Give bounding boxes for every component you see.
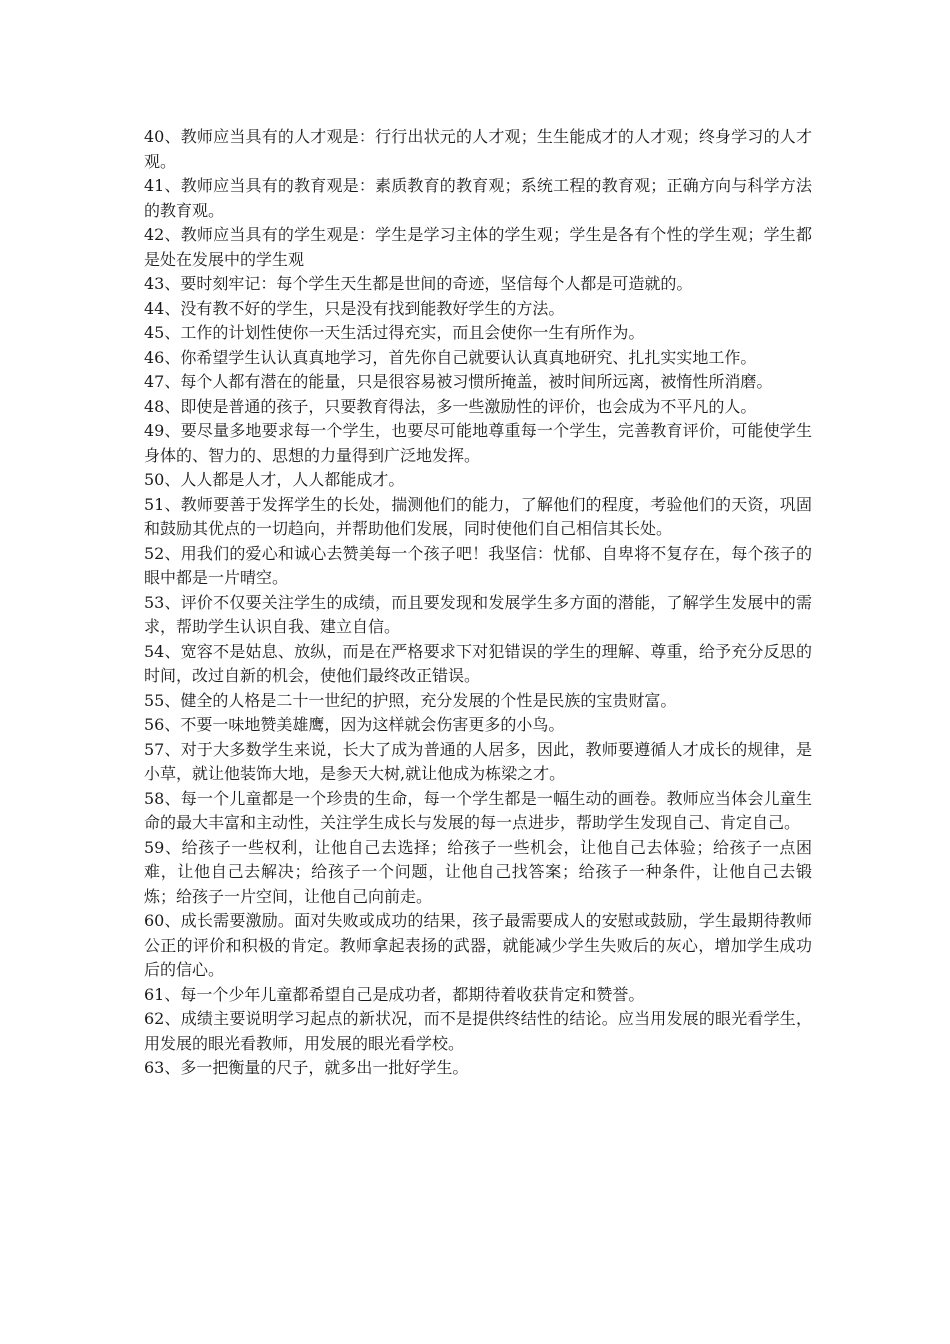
paragraph-59: 59、给孩子一些权利，让他自己去选择；给孩子一些机会，让他自己去体验；给孩子一点困难，让他自己去解决；给孩子一个问题，让他自己找答案；给孩子一种条件，让他自己去锻炼；给孩子一片空间，让他自己向前走。 (144, 837, 812, 906)
paragraph-56: 56、不要一味地赞美雄鹰，因为这样就会伤害更多的小鸟。 (144, 715, 565, 734)
paragraph-40: 40、教师应当具有的人才观是：行行出状元的人才观；生生能成才的人才观；终身学习的人才观。 (144, 127, 812, 171)
paragraph-50: 50、人人都是人才，人人都能成才。 (144, 470, 405, 489)
document-body (144, 125, 812, 1081)
paragraph-45: 45、工作的计划性使你一天生活过得充实，而且会使你一生有所作为。 (144, 323, 645, 342)
paragraph-41: 41、教师应当具有的教育观是：素质教育的教育观；系统工程的教育观；正确方向与科学方法的教育观。 (144, 176, 812, 220)
paragraph-54: 54、宽容不是姑息、放纵，而是在严格要求下对犯错误的学生的理解、尊重，给予充分反思的时间，改过自新的机会，使他们最终改正错误。 (144, 641, 812, 685)
paragraph-62: 62、成绩主要说明学习起点的新状况，而不是提供终结性的结论。应当用发展的眼光看学生，用发展的眼光看教师，用发展的眼光看学校。 (144, 1009, 812, 1053)
paragraph-47: 47、每个人都有潜在的能量，只是很容易被习惯所掩盖，被时间所远离，被惰性所消磨。 (144, 372, 773, 391)
paragraph-43: 43、要时刻牢记：每个学生天生都是世间的奇迹，坚信每个人都是可造就的。 (144, 274, 693, 293)
paragraph-57: 57、对于大多数学生来说，长大了成为普通的人居多，因此，教师要遵循人才成长的规律，是小草，就让他装饰大地，是参天大树,就让他成为栋梁之才。 (144, 739, 812, 783)
paragraph-44: 44、没有教不好的学生，只是没有找到能教好学生的方法。 (144, 298, 565, 318)
paragraph-63: 63、多一把衡量的尺子，就多出一批好学生。 (144, 1058, 469, 1077)
paragraph-42: 42、教师应当具有的学生观是：学生是学习主体的学生观；学生是各有个性的学生观；学生都是处在发展中的学生观 (144, 225, 812, 269)
paragraph-52: 52、用我们的爱心和诚心去赞美每一个孩子吧！我坚信：忧郁、自卑将不复存在，每个孩子的眼中都是一片晴空。 (144, 543, 812, 587)
paragraph-53: 53、评价不仅要关注学生的成绩，而且要发现和发展学生多方面的潜能，了解学生发展中的需求，帮助学生认识自我、建立自信。 (144, 592, 812, 636)
paragraph-58: 58、每一个儿童都是一个珍贵的生命，每一个学生都是一幅生动的画卷。教师应当体会儿童生命的最大丰富和主动性，关注学生成长与发展的每一点进步，帮助学生发现自己、肯定自己。 (144, 788, 812, 832)
paragraph-60: 60、成长需要激励。面对失败或成功的结果，孩子最需要成人的安慰或鼓励，学生最期待教师公正的评价和积极的肯定。教师拿起表扬的武器，就能减少学生失败后的灰心，增加学生成功后的信心。 (144, 911, 812, 979)
paragraph-49: 49、要尽量多地要求每一个学生，也要尽可能地尊重每一个学生，完善教育评价，可能使学生身体的、智力的、思想的力量得到广泛地发挥。 (144, 421, 812, 465)
paragraph-55: 55、健全的人格是二十一世纪的护照，充分发展的个性是民族的宝贵财富。 (144, 690, 677, 710)
paragraph-48: 48、即使是普通的孩子，只要教育得法，多一些激励性的评价，也会成为不平凡的人。 (144, 396, 757, 416)
paragraph-51: 51、教师要善于发挥学生的长处，揣测他们的能力，了解他们的程度，考验他们的天资，巩固和鼓励其优点的一切趋向，并帮助他们发展，同时使他们自己相信其长处。 (144, 494, 812, 538)
paragraph-61: 61、每一个少年儿童都希望自己是成功者，都期待着收获肯定和赞誉。 (144, 984, 645, 1004)
paragraph-46: 46、你希望学生认认真真地学习，首先你自己就要认认真真地研究、扎扎实实地工作。 (144, 347, 757, 367)
